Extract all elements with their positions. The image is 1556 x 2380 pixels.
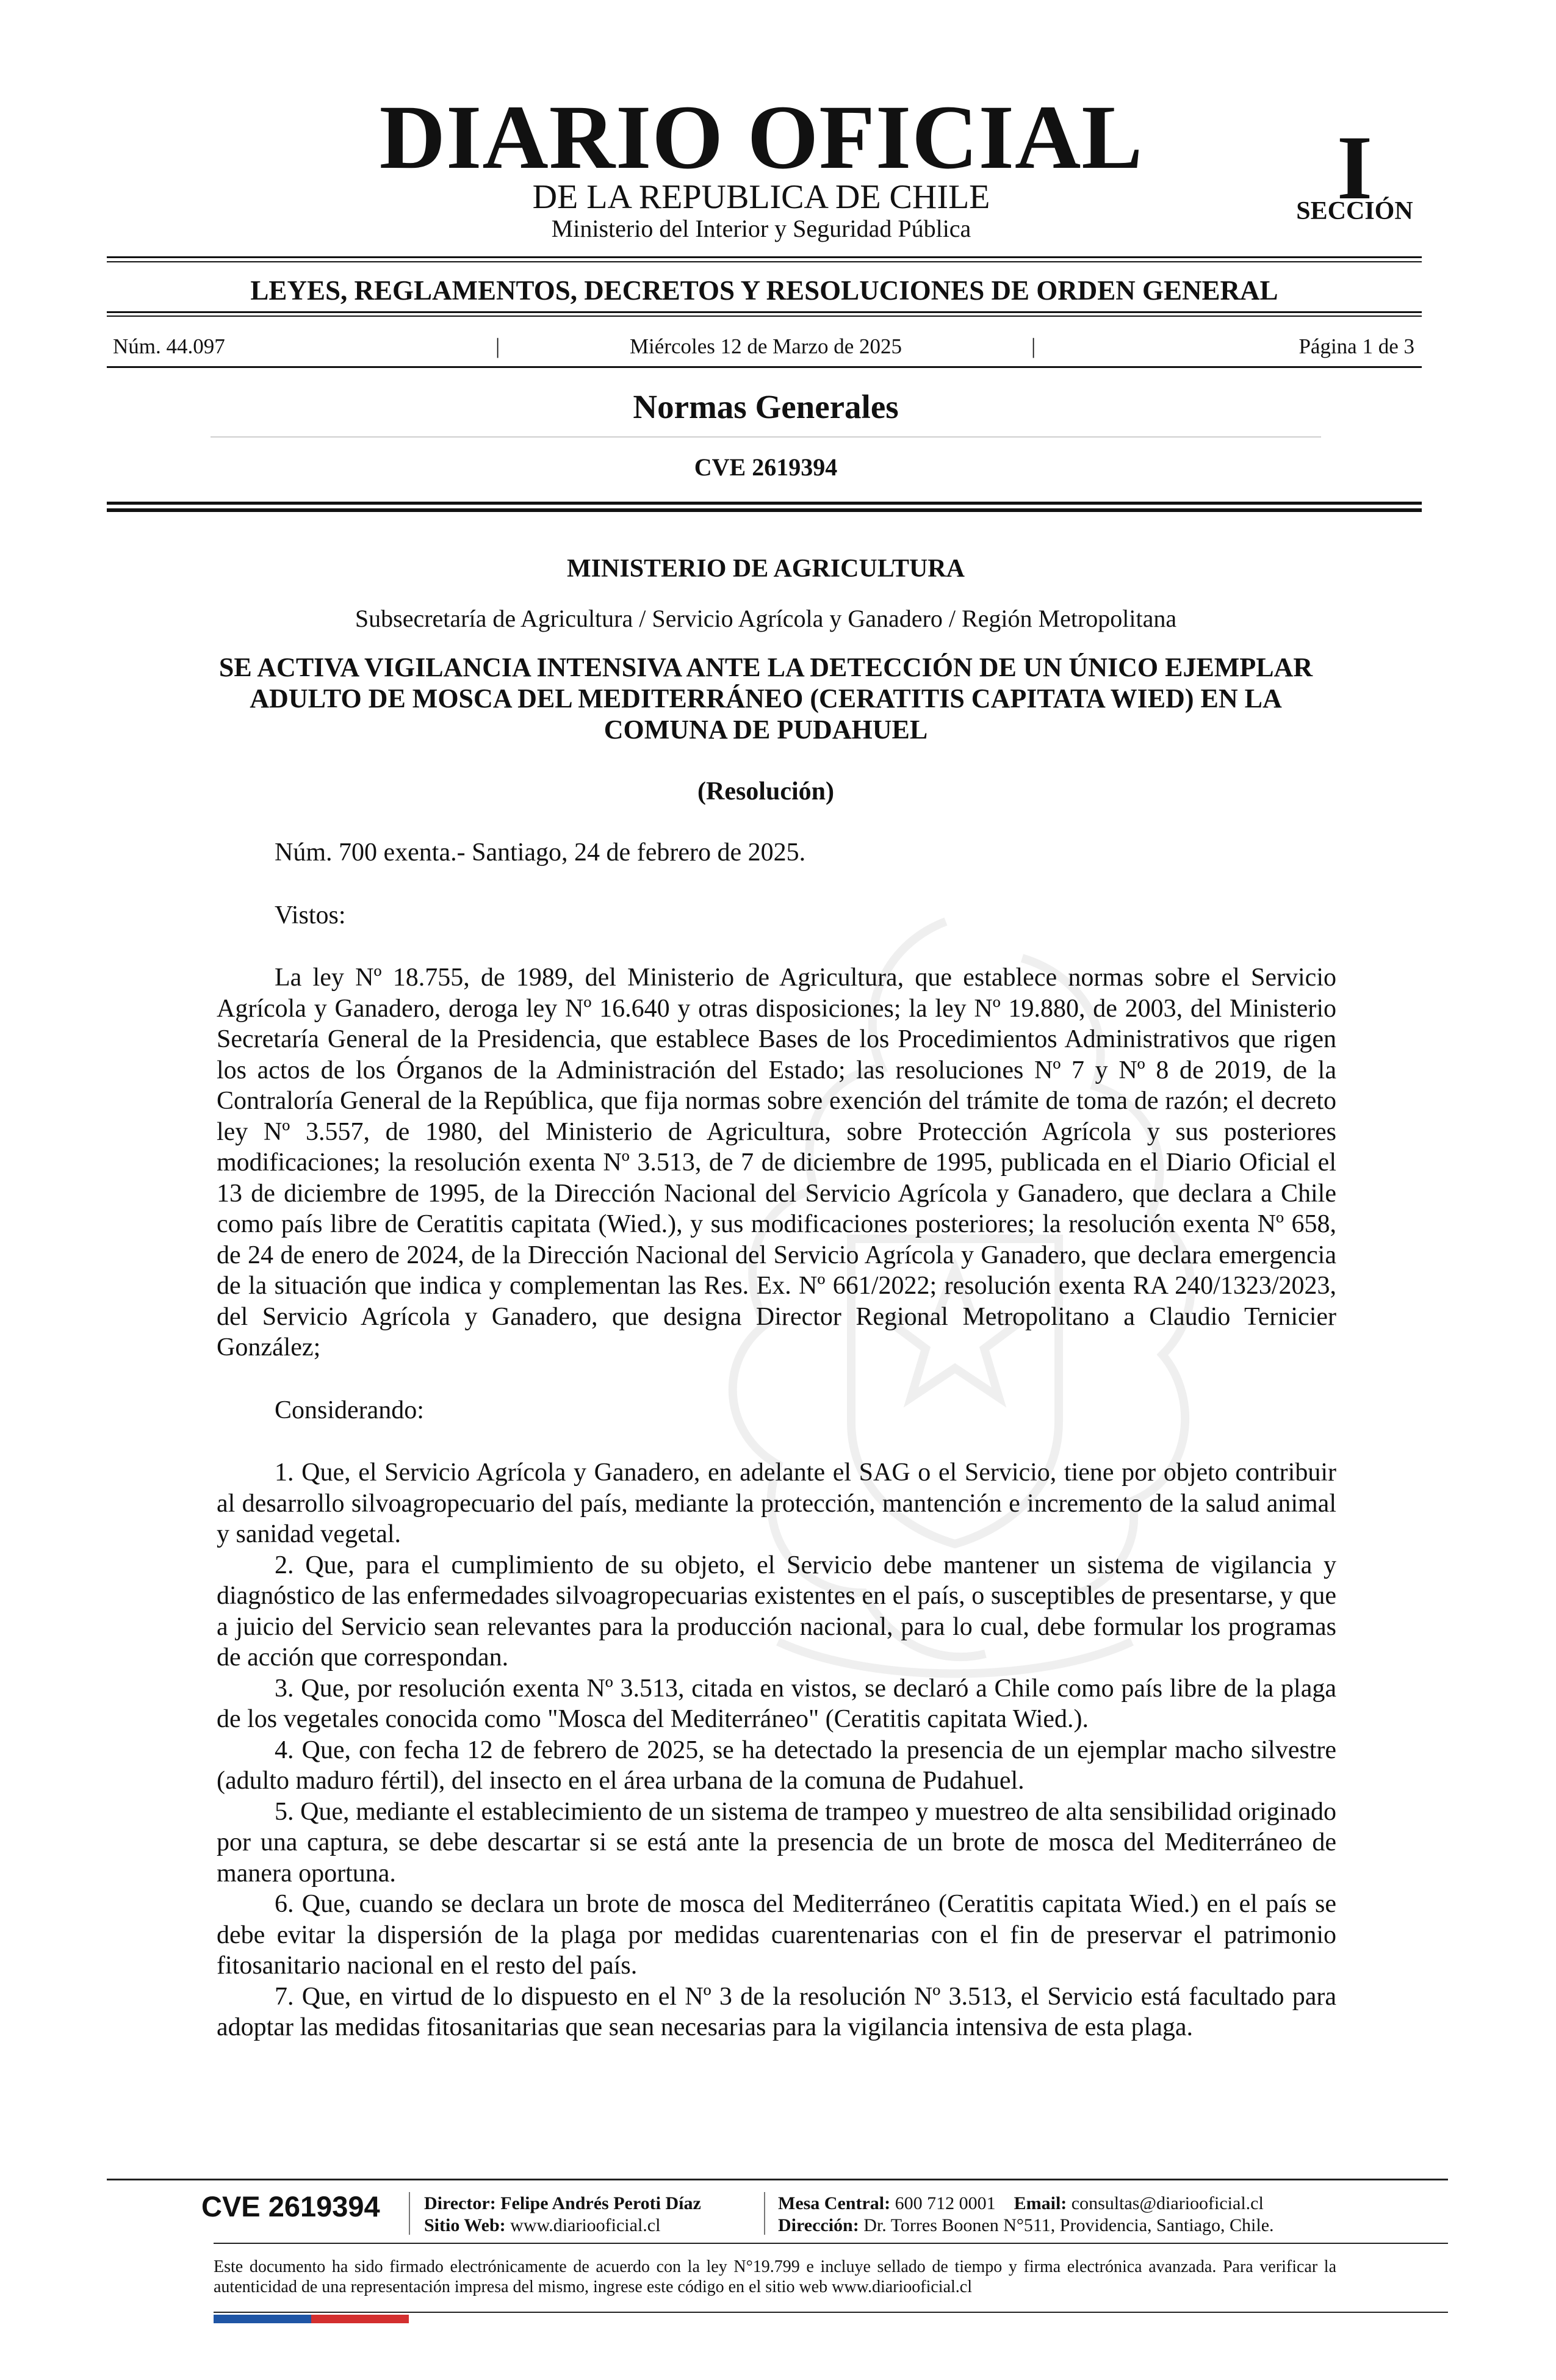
thick-rule <box>107 502 1422 505</box>
website-link[interactable]: www.diariooficial.cl <box>510 2215 661 2235</box>
considerando-item: 3. Que, por resolución exenta Nº 3.513, citada en vistos, se declaró a Chile como país libre de la plaga de los vegetales conocida como "Mosca del Mediterráneo" (Ceratitis capitata Wied.). <box>217 1674 1336 1733</box>
subsecretaria: Subsecretaría de Agricultura / Servicio Agrícola y Ganadero / Región Metropolitana <box>355 605 1177 632</box>
meta-separator: | <box>1031 334 1036 358</box>
resolution-heading: SE ACTIVA VIGILANCIA INTENSIVA ANTE LA DETECCIÓN DE UN ÚNICO EJEMPLAR ADULTO DE MOSCA DEL MEDITERRÁNEO (CERATITIS CAPITATA WIED) EN LA COMUNA DE PUDAHUEL <box>218 652 1313 745</box>
considerando-item: 6. Que, cuando se declara un brote de mosca del Mediterráneo (Ceratitis capitata Wied.) en el país se debe evitar la dispersión de la plaga por medidas cuarentenarias con el fin de preservar el patrimonio fitosanitario nacional en el resto del país. <box>217 1890 1336 1980</box>
header-rule <box>107 256 1422 258</box>
considerando-item: 1. Que, el Servicio Agrícola y Ganadero, en adelante el SAG o el Servicio, tiene por objeto contribuir al desarrollo silvoagropecuario del país, mediante la protección, mantención e incremento de la salud animal y sanidad vegetal. <box>217 1459 1336 1548</box>
cve-code: CVE 2619394 <box>694 453 838 481</box>
section-rule <box>211 436 1321 438</box>
address-label: Dirección: <box>778 2215 859 2235</box>
email-label: Email: <box>1014 2193 1067 2213</box>
masthead-subtitle: DE LA REPUBLICA DE CHILE <box>532 178 990 216</box>
legal-notice: Este documento ha sido firmado electrónicamente de acuerdo con la ley N°19.799 e incluye sellado de tiempo y firma electrónica avanzada. Para verificar la autenticidad de una representación impresa del mismo, ingrese este código en el sitio web www.diariooficial.cl <box>214 2257 1336 2296</box>
meta-separator: | <box>495 334 500 358</box>
meta-rule <box>107 366 1422 368</box>
flag-stripe-blue <box>214 2315 311 2323</box>
vistos-paragraph: La ley Nº 18.755, de 1989, del Ministerio de Agricultura, que establece normas sobre el Servicio Agrícola y Ganadero, deroga ley Nº 16.640 y otras disposiciones; la ley Nº 19.880, de 2003, del Ministerio Secretaría General de la Presidencia, que establece Bases de los Procedimientos Administrativos que rigen los actos de los Órganos de la Administración del Estado; las resoluciones Nº 7 y Nº 8 de 2019, de la Contraloría General de la República, que fija normas sobre exención del trámite de toma de razón; el decreto ley Nº 3.557, de 1980, del Ministerio de Agricultura, sobre Protección Agrícola y sus posteriores modificaciones; la resolución exenta Nº 3.513, de 7 de diciembre de 1995, publicada en el Diario Oficial el 13 de diciembre de 1995, de la Dirección Nacional del Servicio Agrícola y Ganadero, que declara a Chile como país libre de Ceratitis capitata (Wied.), y sus modificaciones posteriores; la resolución exenta Nº 658, de 24 de enero de 2024, de la Dirección Nacional del Servicio Agrícola y Ganadero, que declara emergencia de la situación que indica y complementan las Res. Ex. Nº 661/2022; resolución exenta RA 240/1323/2023, del Servicio Agrícola y Ganadero, que designa Director Regional Metropolitano a Claudio Ternicier González; <box>217 964 1336 1361</box>
thick-rule <box>107 508 1422 512</box>
website-label: Sitio Web: <box>424 2215 506 2235</box>
page-indicator: Página 1 de 3 <box>1298 334 1414 358</box>
considerando-item: 4. Que, con fecha 12 de febrero de 2025, se ha detectado la presencia de un ejemplar macho silvestre (adulto maduro fértil), del insecto en el área urbana de la comuna de Pudahuel. <box>217 1736 1336 1795</box>
section-label: SECCIÓN <box>1296 197 1413 225</box>
footer-rule <box>214 2243 1448 2244</box>
section-number: I <box>1336 117 1373 218</box>
section-heading: Normas Generales <box>633 388 899 425</box>
footer-divider <box>409 2192 410 2235</box>
phone-label: Mesa Central: <box>778 2193 891 2213</box>
issue-date: Miércoles 12 de Marzo de 2025 <box>629 334 902 358</box>
header-rule <box>107 261 1422 262</box>
director-label: Director: <box>424 2193 496 2213</box>
director-name: Felipe Andrés Peroti Díaz <box>500 2193 701 2213</box>
email-link[interactable]: consultas@diariooficial.cl <box>1071 2193 1264 2213</box>
footer-cve-code: CVE 2619394 <box>201 2190 380 2223</box>
header-rule <box>107 316 1422 317</box>
ministry-name: MINISTERIO DE AGRICULTURA <box>567 555 965 583</box>
address-value: Dr. Torres Boonen N°511, Providencia, Santiago, Chile. <box>863 2215 1274 2235</box>
vistos-label: Vistos: <box>275 901 346 929</box>
document-type: (Resolución) <box>697 777 834 806</box>
footer-rule <box>214 2312 1448 2313</box>
footer-website <box>424 2215 660 2236</box>
header-rule <box>107 311 1422 313</box>
footer-address <box>778 2215 1274 2236</box>
masthead-ministry: Ministerio del Interior y Seguridad Pública <box>551 215 971 242</box>
considerando-label: Considerando: <box>275 1396 424 1424</box>
considerando-item: 2. Que, para el cumplimiento de su objeto, el Servicio debe mantener un sistema de vigilancia y diagnóstico de las enfermedades silvoagropecuarias existentes en el país, o susceptibles de presentarse, y que a juicio del Servicio sean relevantes para la producción nacional, para lo cual, debe formular los programas de acción que correspondan. <box>217 1551 1336 1671</box>
resolution-number: Núm. 700 exenta.- Santiago, 24 de febrero de 2025. <box>275 838 806 867</box>
phone-value: 600 712 0001 <box>895 2193 996 2213</box>
general-title: LEYES, REGLAMENTOS, DECRETOS Y RESOLUCIONES DE ORDEN GENERAL <box>250 275 1278 306</box>
footer-contact <box>778 2193 1264 2214</box>
considerando-item: 7. Que, en virtud de lo dispuesto en el Nº 3 de la resolución Nº 3.513, el Servicio está facultado para adoptar las medidas fitosanitarias que sean necesarias para la vigilancia intensiva de esta plaga. <box>217 1982 1336 2041</box>
masthead-title: DIARIO OFICIAL <box>379 87 1144 188</box>
footer-director <box>424 2193 701 2214</box>
flag-stripe-red <box>311 2315 409 2323</box>
footer-divider <box>764 2192 765 2235</box>
document-body <box>217 837 1336 2043</box>
footer-rule <box>107 2179 1448 2180</box>
considerando-item: 5. Que, mediante el establecimiento de un sistema de trampeo y muestreo de alta sensibilidad originado por una captura, se debe descartar si se está ante la presencia de un brote de mosca del Mediterráneo de manera oportuna. <box>217 1797 1336 1888</box>
issue-number: Núm. 44.097 <box>113 334 225 358</box>
